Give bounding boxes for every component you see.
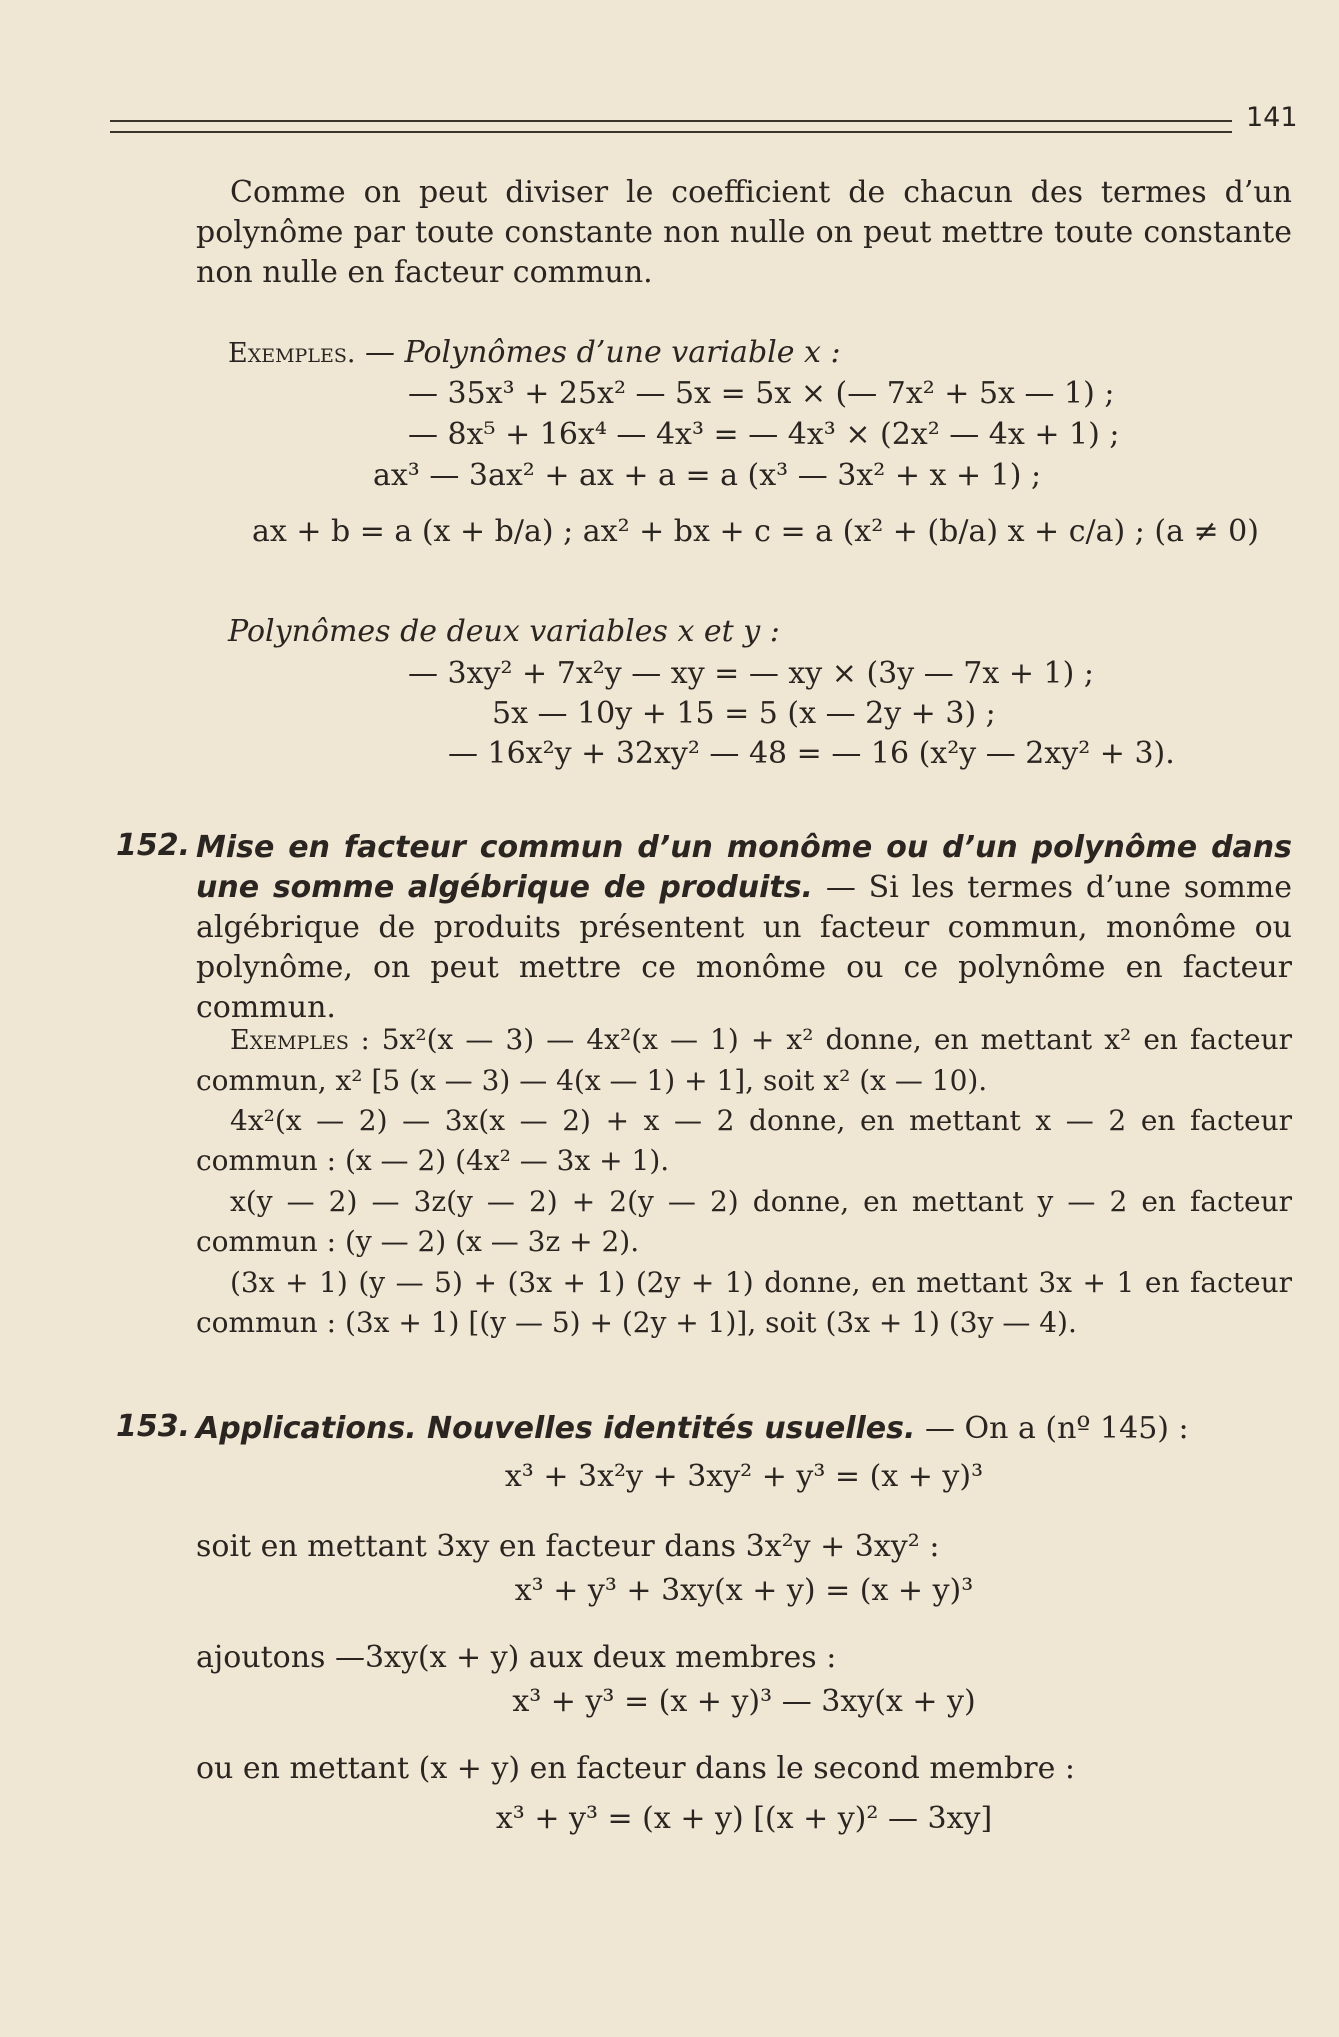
identity-3: x³ + y³ = (x + y)³ — 3xy(x + y) — [512, 1684, 976, 1719]
section-152-paragraph — [196, 828, 1292, 1028]
identity-2: x³ + y³ + 3xy(x + y) = (x + y)³ — [514, 1573, 974, 1608]
identity-4: x³ + y³ = (x + y) [(x + y)² — 3xy] — [495, 1801, 993, 1836]
section-152-text: — Si les termes d’une somme algébrique de produits présentent un facteur commun, monôme ou polynôme, on peut mettre ce monôme ou ce polynôme en facteur commun. — [196, 870, 1292, 1025]
intro-paragraph: Comme on peut diviser le coefficient de chacun des termes d’un polynôme par toute constante non nulle on peut mettre toute constante non nulle en facteur commun. — [196, 175, 1292, 290]
header-rule — [110, 120, 1232, 133]
page-number: 141 — [1246, 102, 1298, 133]
section-153-text: — On a (nº 145) : — [924, 1411, 1189, 1446]
section-153-text-3: ajoutons —3xy(x + y) aux deux membres : — [196, 1640, 837, 1675]
section-152-example-2: 4x²(x — 2) — 3x(x — 2) + x — 2 donne, en mettant x — 2 en facteur commun : (x — 2) (4x² — 3x + 1). — [196, 1104, 1292, 1177]
equation-1: — 35x³ + 25x² — 5x = 5x × (— 7x² + 5x — 1) ; — [408, 376, 1115, 411]
section-152-example-3: x(y — 2) — 3z(y — 2) + 2(y — 2) donne, en mettant y — 2 en facteur commun : (y — 2) (x — 3z + 2). — [196, 1185, 1292, 1258]
equation-5: — 3xy² + 7x²y — xy = — xy × (3y — 7x + 1) ; — [408, 656, 1094, 691]
equation-2: — 8x⁵ + 16x⁴ — 4x³ = — 4x³ × (2x² — 4x + 1) ; — [408, 417, 1120, 452]
section-152-example-1 — [196, 1020, 1292, 1101]
section-152-examples-label: Exemples : — [230, 1025, 370, 1056]
section-152-title: Mise en facteur commun d’un monôme ou d’un polynôme dans une somme algébrique de produits. — [196, 830, 1292, 905]
equation-6: 5x — 10y + 15 = 5 (x — 2y + 3) ; — [492, 696, 996, 731]
section-153-text-4: ou en mettant (x + y) en facteur dans le second membre : — [196, 1751, 1075, 1786]
section-153-paragraph — [196, 1409, 1292, 1449]
equation-3: ax³ — 3ax² + ax + a = a (x³ — 3x² + x + 1) ; — [373, 458, 1042, 493]
section-152-number: 152. — [116, 828, 191, 863]
section-153-text-2: soit en mettant 3xy en facteur dans 3x²y + 3xy² : — [196, 1529, 940, 1564]
equation-4: ax + b = a (x + b/a) ; ax² + bx + c = a (x² + (b/a) x + c/a) ; (a ≠ 0) — [252, 514, 1259, 549]
two-variables-heading: Polynômes de deux variables x et y : — [228, 614, 780, 649]
section-152-example-1-text: 5x²(x — 3) — 4x²(x — 1) + x² donne, en mettant x² en facteur commun, x² [5 (x — 3) — 4(x — 1) + 1], soit x² (x — 10). — [196, 1023, 1292, 1097]
equation-7: — 16x²y + 32xy² — 48 = — 16 (x²y — 2xy² + 3). — [448, 736, 1175, 771]
section-152-example-4: (3x + 1) (y — 5) + (3x + 1) (2y + 1) donne, en mettant 3x + 1 en facteur commun : (3x + 1) [(y — 5) + (2y + 1)], soit (3x + 1) (3y — 4). — [196, 1266, 1292, 1339]
section-153-title: Applications. Nouvelles identités usuelles. — [196, 1411, 916, 1446]
section-153-number: 153. — [116, 1409, 191, 1444]
examples-heading — [228, 333, 841, 374]
identity-1: x³ + 3x²y + 3xy² + y³ = (x + y)³ — [504, 1459, 984, 1494]
examples-label: Exemples. — [228, 338, 356, 369]
examples-subheading: — Polynômes d’une variable x : — [364, 335, 841, 370]
